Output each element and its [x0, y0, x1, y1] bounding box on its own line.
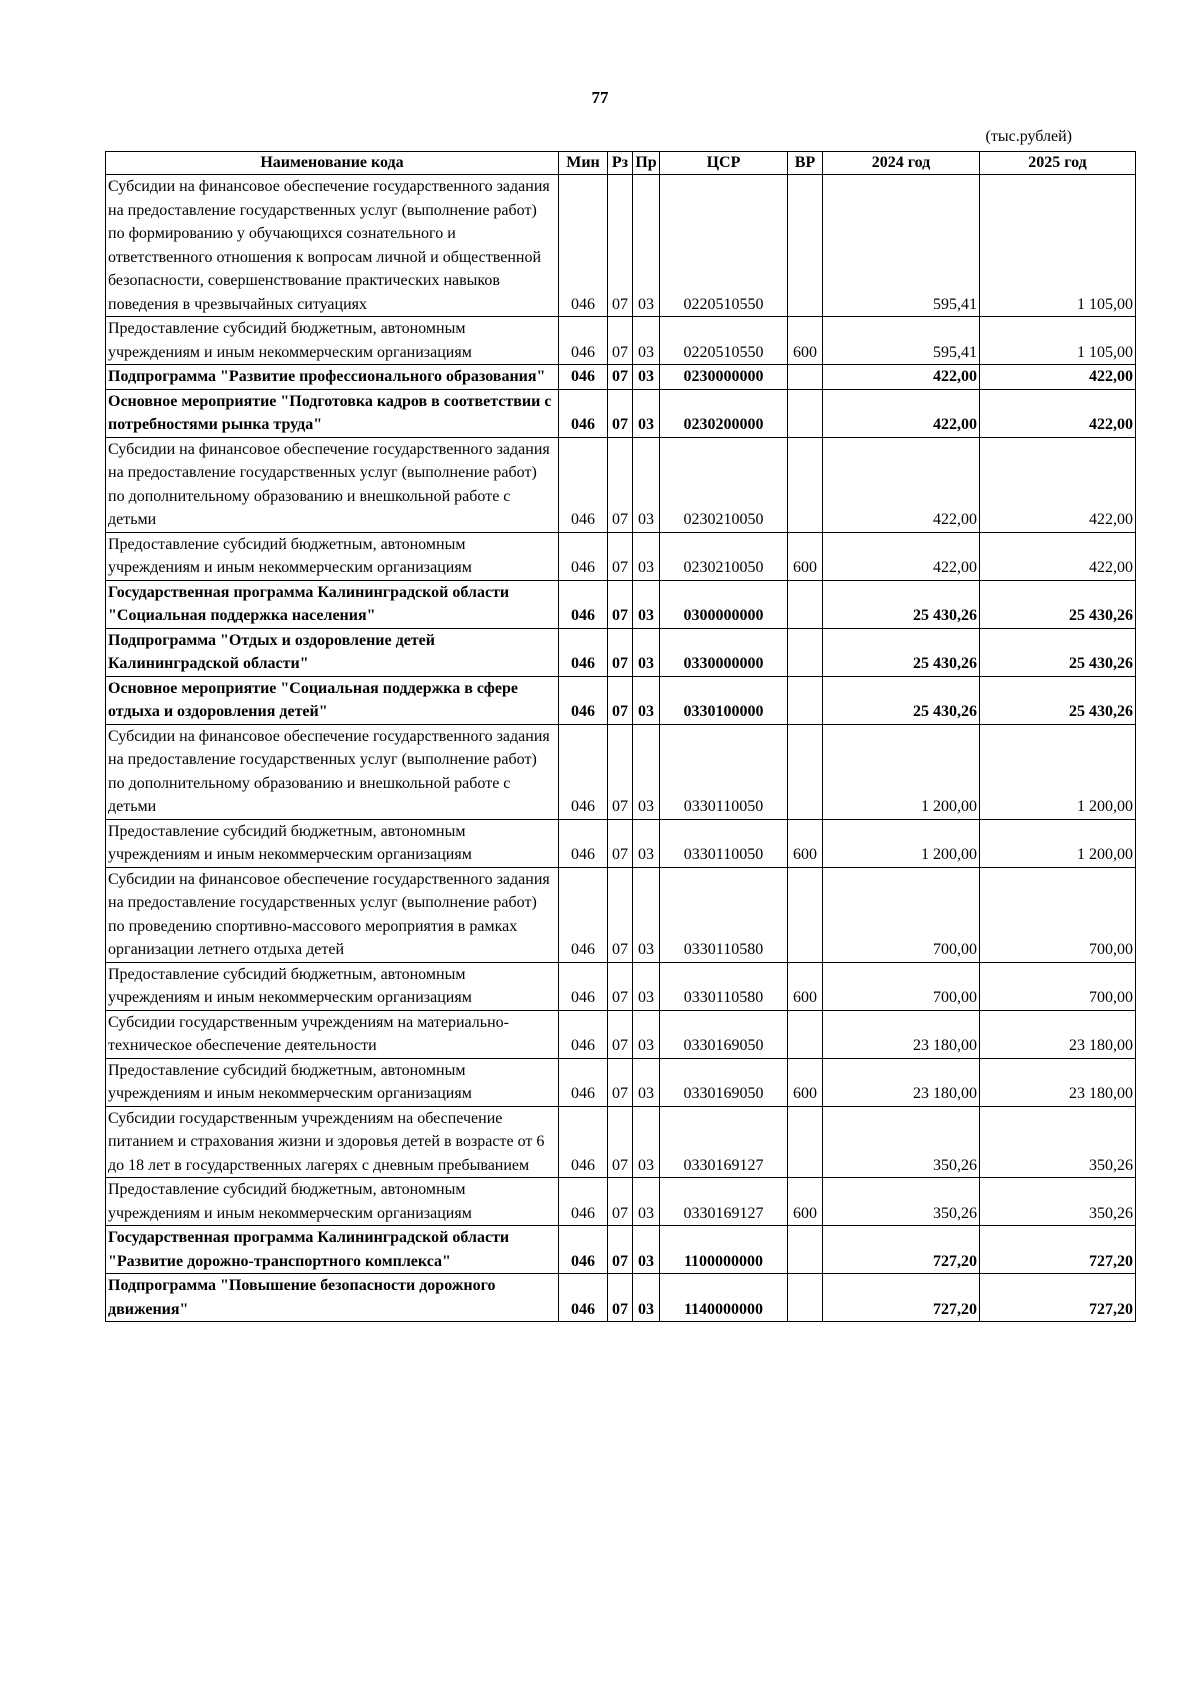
- row-rz-cell: 07: [608, 1106, 633, 1178]
- row-pr-cell: 03: [633, 1178, 660, 1226]
- row-min-cell: 046: [559, 1274, 608, 1322]
- row-vr-cell: [788, 580, 823, 628]
- row-min-cell: 046: [559, 175, 608, 317]
- row-min-cell: 046: [559, 676, 608, 724]
- row-name-cell: Субсидии на финансовое обеспечение государственного задания на предоставление государственных услуг (выполнение работ) по проведению спортивно-массового мероприятия в рамках организации летнего отдыха детей: [106, 867, 559, 962]
- row-2025-amount: 727,20: [980, 1274, 1136, 1322]
- row-vr-cell: 600: [788, 317, 823, 365]
- row-2025-amount: 727,20: [980, 1226, 1136, 1274]
- row-min-cell: 046: [559, 1226, 608, 1274]
- row-rz-cell: 07: [608, 175, 633, 317]
- row-2024-amount: 422,00: [823, 389, 980, 437]
- row-name-cell: Предоставление субсидий бюджетным, автономным учреждениям и иным некоммерческим организациям: [106, 962, 559, 1010]
- table-row: [106, 1106, 1136, 1178]
- row-rz-cell: 07: [608, 389, 633, 437]
- row-pr-cell: 03: [633, 175, 660, 317]
- row-rz-cell: 07: [608, 365, 633, 390]
- row-name-cell: Подпрограмма "Повышение безопасности дорожного движения": [106, 1274, 559, 1322]
- row-rz-cell: 07: [608, 819, 633, 867]
- row-csr-cell: 0330169050: [660, 1058, 788, 1106]
- row-min-cell: 046: [559, 962, 608, 1010]
- table-body: [106, 175, 1136, 1322]
- row-csr-cell: 0330100000: [660, 676, 788, 724]
- header-2025: 2025 год: [980, 152, 1136, 175]
- row-2025-amount: 422,00: [980, 437, 1136, 532]
- header-rz: Рз: [608, 152, 633, 175]
- table-row: [106, 175, 1136, 317]
- row-rz-cell: 07: [608, 676, 633, 724]
- row-min-cell: 046: [559, 389, 608, 437]
- row-name-cell: Государственная программа Калининградской области "Социальная поддержка населения": [106, 580, 559, 628]
- row-vr-cell: [788, 1274, 823, 1322]
- row-pr-cell: 03: [633, 724, 660, 819]
- row-2024-amount: 422,00: [823, 532, 980, 580]
- row-2024-amount: 25 430,26: [823, 676, 980, 724]
- row-min-cell: 046: [559, 724, 608, 819]
- row-name-cell: Основное мероприятие "Подготовка кадров в соответствии с потребностями рынка труда": [106, 389, 559, 437]
- row-name-cell: Подпрограмма "Развитие профессионального образования": [106, 365, 559, 390]
- row-vr-cell: 600: [788, 1058, 823, 1106]
- row-2024-amount: 700,00: [823, 962, 980, 1010]
- table-row: [106, 676, 1136, 724]
- row-name-cell: Государственная программа Калининградской области "Развитие дорожно-транспортного комплекса": [106, 1226, 559, 1274]
- row-2024-amount: 350,26: [823, 1106, 980, 1178]
- row-2024-amount: 1 200,00: [823, 819, 980, 867]
- table-row: [106, 1010, 1136, 1058]
- row-pr-cell: 03: [633, 962, 660, 1010]
- row-rz-cell: 07: [608, 724, 633, 819]
- row-vr-cell: [788, 365, 823, 390]
- row-2025-amount: 350,26: [980, 1178, 1136, 1226]
- row-2024-amount: 23 180,00: [823, 1010, 980, 1058]
- row-csr-cell: 1140000000: [660, 1274, 788, 1322]
- table-row: [106, 628, 1136, 676]
- row-pr-cell: 03: [633, 1058, 660, 1106]
- row-pr-cell: 03: [633, 580, 660, 628]
- row-min-cell: 046: [559, 628, 608, 676]
- header-min: Мин: [559, 152, 608, 175]
- table-row: [106, 1226, 1136, 1274]
- row-csr-cell: 0220510550: [660, 175, 788, 317]
- row-csr-cell: 0330169050: [660, 1010, 788, 1058]
- row-2024-amount: 422,00: [823, 437, 980, 532]
- row-pr-cell: 03: [633, 532, 660, 580]
- row-2025-amount: 1 105,00: [980, 175, 1136, 317]
- row-name-cell: Предоставление субсидий бюджетным, автономным учреждениям и иным некоммерческим организациям: [106, 532, 559, 580]
- row-rz-cell: 07: [608, 628, 633, 676]
- row-name-cell: Основное мероприятие "Социальная поддержка в сфере отдыха и оздоровления детей": [106, 676, 559, 724]
- row-2025-amount: 25 430,26: [980, 628, 1136, 676]
- table-row: [106, 580, 1136, 628]
- row-rz-cell: 07: [608, 1058, 633, 1106]
- row-pr-cell: 03: [633, 628, 660, 676]
- row-2024-amount: 23 180,00: [823, 1058, 980, 1106]
- row-name-cell: Субсидии государственным учреждениям на обеспечение питанием и страхования жизни и здоровья детей в возрасте от 6 до 18 лет в государственных лагерях с дневным пребыванием: [106, 1106, 559, 1178]
- header-row: [106, 152, 1136, 175]
- row-csr-cell: 0330110050: [660, 819, 788, 867]
- row-pr-cell: 03: [633, 867, 660, 962]
- row-vr-cell: 600: [788, 962, 823, 1010]
- row-2025-amount: 422,00: [980, 389, 1136, 437]
- row-2024-amount: 25 430,26: [823, 628, 980, 676]
- table-row: [106, 962, 1136, 1010]
- row-csr-cell: 0230000000: [660, 365, 788, 390]
- row-2024-amount: 727,20: [823, 1274, 980, 1322]
- row-csr-cell: 0330000000: [660, 628, 788, 676]
- row-vr-cell: [788, 175, 823, 317]
- row-vr-cell: [788, 724, 823, 819]
- page-number: 77: [591, 88, 609, 107]
- row-2025-amount: 700,00: [980, 962, 1136, 1010]
- row-2024-amount: 700,00: [823, 867, 980, 962]
- row-pr-cell: 03: [633, 676, 660, 724]
- row-min-cell: 046: [559, 365, 608, 390]
- table-row: [106, 365, 1136, 390]
- row-2025-amount: 25 430,26: [980, 580, 1136, 628]
- row-min-cell: 046: [559, 317, 608, 365]
- row-rz-cell: 07: [608, 962, 633, 1010]
- row-vr-cell: [788, 389, 823, 437]
- row-pr-cell: 03: [633, 819, 660, 867]
- row-min-cell: 046: [559, 437, 608, 532]
- row-2025-amount: 23 180,00: [980, 1058, 1136, 1106]
- row-2024-amount: 1 200,00: [823, 724, 980, 819]
- row-min-cell: 046: [559, 819, 608, 867]
- row-2024-amount: 422,00: [823, 365, 980, 390]
- row-vr-cell: 600: [788, 532, 823, 580]
- row-2025-amount: 1 105,00: [980, 317, 1136, 365]
- table-row: [106, 532, 1136, 580]
- row-pr-cell: 03: [633, 1226, 660, 1274]
- row-name-cell: Предоставление субсидий бюджетным, автономным учреждениям и иным некоммерческим организациям: [106, 1058, 559, 1106]
- header-name: Наименование кода: [106, 152, 559, 175]
- row-pr-cell: 03: [633, 389, 660, 437]
- row-rz-cell: 07: [608, 867, 633, 962]
- row-csr-cell: 0330110050: [660, 724, 788, 819]
- row-2025-amount: 25 430,26: [980, 676, 1136, 724]
- row-min-cell: 046: [559, 580, 608, 628]
- row-csr-cell: 0300000000: [660, 580, 788, 628]
- row-name-cell: Подпрограмма "Отдых и оздоровление детей Калининградской области": [106, 628, 559, 676]
- budget-table: [105, 151, 1136, 1322]
- row-csr-cell: 0330110580: [660, 962, 788, 1010]
- row-rz-cell: 07: [608, 317, 633, 365]
- table-row: [106, 867, 1136, 962]
- row-csr-cell: 0230210050: [660, 437, 788, 532]
- row-vr-cell: [788, 867, 823, 962]
- table-row: [106, 819, 1136, 867]
- row-csr-cell: 0230210050: [660, 532, 788, 580]
- row-vr-cell: 600: [788, 819, 823, 867]
- row-csr-cell: 0330169127: [660, 1178, 788, 1226]
- header-vr: ВР: [788, 152, 823, 175]
- row-2024-amount: 25 430,26: [823, 580, 980, 628]
- row-rz-cell: 07: [608, 1274, 633, 1322]
- row-vr-cell: [788, 628, 823, 676]
- row-vr-cell: [788, 1226, 823, 1274]
- header-2024: 2024 год: [823, 152, 980, 175]
- row-name-cell: Предоставление субсидий бюджетным, автономным учреждениям и иным некоммерческим организациям: [106, 317, 559, 365]
- row-pr-cell: 03: [633, 437, 660, 532]
- table-row: [106, 389, 1136, 437]
- table-row: [106, 317, 1136, 365]
- row-2024-amount: 350,26: [823, 1178, 980, 1226]
- table-row: [106, 437, 1136, 532]
- table-row: [106, 1058, 1136, 1106]
- row-rz-cell: 07: [608, 1178, 633, 1226]
- row-rz-cell: 07: [608, 1226, 633, 1274]
- row-min-cell: 046: [559, 1010, 608, 1058]
- row-min-cell: 046: [559, 532, 608, 580]
- row-pr-cell: 03: [633, 1106, 660, 1178]
- row-name-cell: Субсидии на финансовое обеспечение государственного задания на предоставление государственных услуг (выполнение работ) по дополнительному образованию и внешкольной работе с детьми: [106, 437, 559, 532]
- row-csr-cell: 0220510550: [660, 317, 788, 365]
- row-2025-amount: 350,26: [980, 1106, 1136, 1178]
- header-pr: Пр: [633, 152, 660, 175]
- row-2024-amount: 595,41: [823, 317, 980, 365]
- row-vr-cell: 600: [788, 1178, 823, 1226]
- row-2025-amount: 23 180,00: [980, 1010, 1136, 1058]
- row-2024-amount: 727,20: [823, 1226, 980, 1274]
- row-csr-cell: 0330110580: [660, 867, 788, 962]
- row-rz-cell: 07: [608, 532, 633, 580]
- row-2025-amount: 422,00: [980, 532, 1136, 580]
- row-csr-cell: 0330169127: [660, 1106, 788, 1178]
- units-label: (тыс.рублей): [985, 128, 1072, 145]
- row-min-cell: 046: [559, 1178, 608, 1226]
- row-min-cell: 046: [559, 1058, 608, 1106]
- row-2025-amount: 422,00: [980, 365, 1136, 390]
- header-csr: ЦСР: [660, 152, 788, 175]
- row-2024-amount: 595,41: [823, 175, 980, 317]
- row-pr-cell: 03: [633, 1274, 660, 1322]
- row-name-cell: Субсидии на финансовое обеспечение государственного задания на предоставление государственных услуг (выполнение работ) по формированию у обучающихся сознательного и ответственного отношения к вопросам личной и общественной безопасности, совершенствование практических навыков поведения в чрезвычайных ситуациях: [106, 175, 559, 317]
- row-vr-cell: [788, 1010, 823, 1058]
- row-rz-cell: 07: [608, 1010, 633, 1058]
- row-name-cell: Субсидии государственным учреждениям на материально-техническое обеспечение деятельности: [106, 1010, 559, 1058]
- row-csr-cell: 1100000000: [660, 1226, 788, 1274]
- row-min-cell: 046: [559, 1106, 608, 1178]
- row-2025-amount: 1 200,00: [980, 724, 1136, 819]
- row-csr-cell: 0230200000: [660, 389, 788, 437]
- row-min-cell: 046: [559, 867, 608, 962]
- row-name-cell: Субсидии на финансовое обеспечение государственного задания на предоставление государственных услуг (выполнение работ) по дополнительному образованию и внешкольной работе с детьми: [106, 724, 559, 819]
- row-vr-cell: [788, 1106, 823, 1178]
- row-2025-amount: 1 200,00: [980, 819, 1136, 867]
- row-2025-amount: 700,00: [980, 867, 1136, 962]
- row-pr-cell: 03: [633, 317, 660, 365]
- row-vr-cell: [788, 676, 823, 724]
- table-row: [106, 1274, 1136, 1322]
- row-pr-cell: 03: [633, 1010, 660, 1058]
- row-name-cell: Предоставление субсидий бюджетным, автономным учреждениям и иным некоммерческим организациям: [106, 819, 559, 867]
- row-rz-cell: 07: [608, 437, 633, 532]
- row-pr-cell: 03: [633, 365, 660, 390]
- table-row: [106, 724, 1136, 819]
- row-rz-cell: 07: [608, 580, 633, 628]
- row-vr-cell: [788, 437, 823, 532]
- table-row: [106, 1178, 1136, 1226]
- row-name-cell: Предоставление субсидий бюджетным, автономным учреждениям и иным некоммерческим организациям: [106, 1178, 559, 1226]
